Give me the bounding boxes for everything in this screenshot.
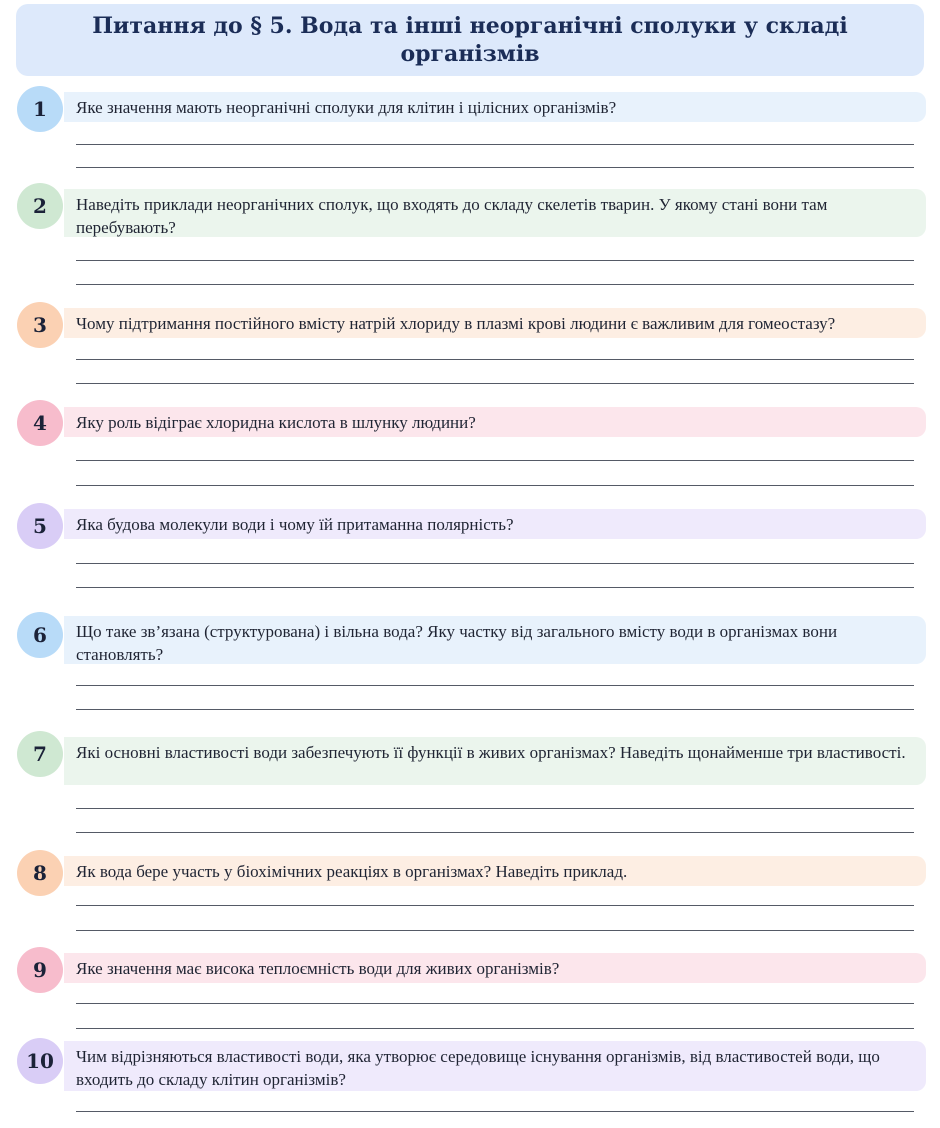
question-number-badge: 2	[17, 183, 63, 229]
question-text: Яке значення має висока теплоємність води для живих організмів?	[64, 953, 926, 983]
question-text: Які основні властивості води забезпечують її функції в живих організмах? Наведіть щонайменше три властивості.	[64, 737, 926, 785]
answer-line[interactable]	[76, 359, 914, 360]
answer-line[interactable]	[76, 167, 914, 168]
question-number-badge: 10	[17, 1038, 63, 1084]
page-title-box	[16, 4, 924, 76]
answer-line[interactable]	[76, 284, 914, 285]
question-number-badge: 6	[17, 612, 63, 658]
question-number-badge: 7	[17, 731, 63, 777]
answer-line[interactable]	[76, 709, 914, 710]
answer-line[interactable]	[76, 587, 914, 588]
question-text: Як вода бере участь у біохімічних реакціях в організмах? Наведіть приклад.	[64, 856, 926, 886]
question-text: Яке значення мають неорганічні сполуки для клітин і цілісних організмів?	[64, 92, 926, 122]
question-text: Наведіть приклади неорганічних сполук, що входять до складу скелетів тварин. У якому стані вони там перебувають?	[64, 189, 926, 237]
question-text: Яка будова молекули води і чому їй притаманна полярність?	[64, 509, 926, 539]
question-number-badge: 3	[17, 302, 63, 348]
answer-line[interactable]	[76, 1111, 914, 1112]
answer-line[interactable]	[76, 485, 914, 486]
answer-line[interactable]	[76, 930, 914, 931]
question-number-badge: 8	[17, 850, 63, 896]
question-number-badge: 9	[17, 947, 63, 993]
answer-line[interactable]	[76, 685, 914, 686]
question-number-badge: 1	[17, 86, 63, 132]
question-number-badge: 5	[17, 503, 63, 549]
answer-line[interactable]	[76, 1028, 914, 1029]
question-text: Чому підтримання постійного вмісту натрій хлориду в плазмі крові людини є важливим для гомеостазу?	[64, 308, 926, 338]
answer-line[interactable]	[76, 563, 914, 564]
page-title: Питання до § 5. Вода та інші неорганічні сполуки у складі	[92, 13, 848, 39]
question-text: Чим відрізняються властивості води, яка утворює середовище існування організмів, від властивостей води, що входить до складу клітин організмів?	[64, 1041, 926, 1091]
question-number-badge: 4	[17, 400, 63, 446]
answer-line[interactable]	[76, 1003, 914, 1004]
page-title-continuation: організмів	[400, 41, 540, 67]
answer-line[interactable]	[76, 905, 914, 906]
answer-line[interactable]	[76, 383, 914, 384]
answer-line[interactable]	[76, 144, 914, 145]
answer-line[interactable]	[76, 460, 914, 461]
answer-line[interactable]	[76, 260, 914, 261]
answer-line[interactable]	[76, 808, 914, 809]
answer-line[interactable]	[76, 832, 914, 833]
question-text: Що таке зв’язана (структурована) і вільна вода? Яку частку від загального вмісту води в організмах вони становлять?	[64, 616, 926, 664]
question-text: Яку роль відіграє хлоридна кислота в шлунку людини?	[64, 407, 926, 437]
